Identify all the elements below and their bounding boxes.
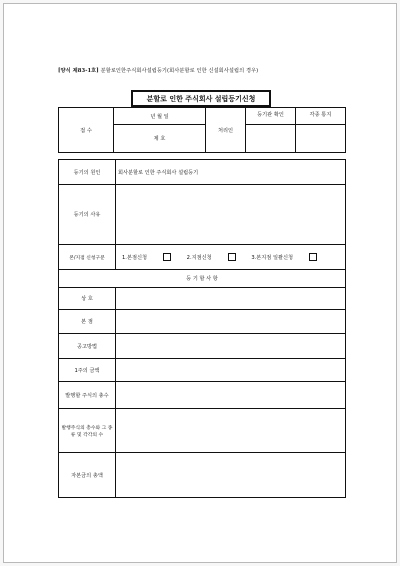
share-amount-field[interactable] (116, 359, 346, 382)
notice-label: 각종 통지 (296, 108, 346, 125)
row-label-head-office: 본 점 (59, 310, 116, 334)
reg-type-option[interactable]: 2.지점신청 (187, 255, 236, 261)
capital-field[interactable] (116, 453, 346, 498)
row-label-authorized-shares: 발행할 주식의 총수 (59, 382, 116, 409)
reg-type-label: 본/지점 신청구분 (59, 245, 116, 270)
cause-label: 등기의 원인 (59, 160, 116, 185)
number-field[interactable]: 제 호 (114, 125, 206, 153)
processor-label: 처리인 (206, 108, 246, 153)
row-label-capital: 자본금의 총액 (59, 453, 116, 498)
row-label-notice-method: 공고방법 (59, 334, 116, 359)
checkbox-icon[interactable] (163, 253, 171, 261)
reception-label: 접 수 (59, 108, 114, 153)
purpose-field[interactable] (116, 185, 346, 245)
checkbox-icon[interactable] (228, 253, 236, 261)
registrar-confirm-label: 등기관 확인 (246, 108, 296, 125)
head-office-field[interactable] (116, 310, 346, 334)
main-table (58, 159, 346, 498)
date-field[interactable]: 년 월 일 (114, 108, 206, 125)
items-header: 등 기 할 사 항 (59, 270, 346, 288)
reg-type-option[interactable]: 1.본점신청 (122, 255, 171, 261)
row-label-issued-shares: 발행주식의 총수와 그 종류 및 각각의 수 (59, 409, 116, 453)
authorized-shares-field[interactable] (116, 382, 346, 409)
row-label-share-amount: 1주의 금액 (59, 359, 116, 382)
notice-method-field[interactable] (116, 334, 346, 359)
issued-shares-field[interactable] (116, 409, 346, 453)
form-number: [양식 제83-1호] (58, 68, 99, 74)
reg-type-option[interactable]: 3.본지점 일괄신청 (251, 255, 317, 261)
registrar-confirm-cell[interactable] (246, 125, 296, 153)
reception-table (58, 107, 346, 153)
cause-value[interactable]: 회사분할로 인한 주식회사 설립등기 (116, 160, 346, 185)
form-header (58, 67, 258, 74)
form-description: 분할로인한주식회사설립등기(회사분할로 인한 신설회사설립의 경우) (100, 68, 259, 74)
purpose-label: 등기의 사유 (59, 185, 116, 245)
row-label-trade-name: 상 호 (59, 288, 116, 310)
notice-cell[interactable] (296, 125, 346, 153)
checkbox-icon[interactable] (309, 253, 317, 261)
trade-name-field[interactable] (116, 288, 346, 310)
form-title: 분할로 인한 주식회사 설립등기신청 (131, 90, 271, 107)
